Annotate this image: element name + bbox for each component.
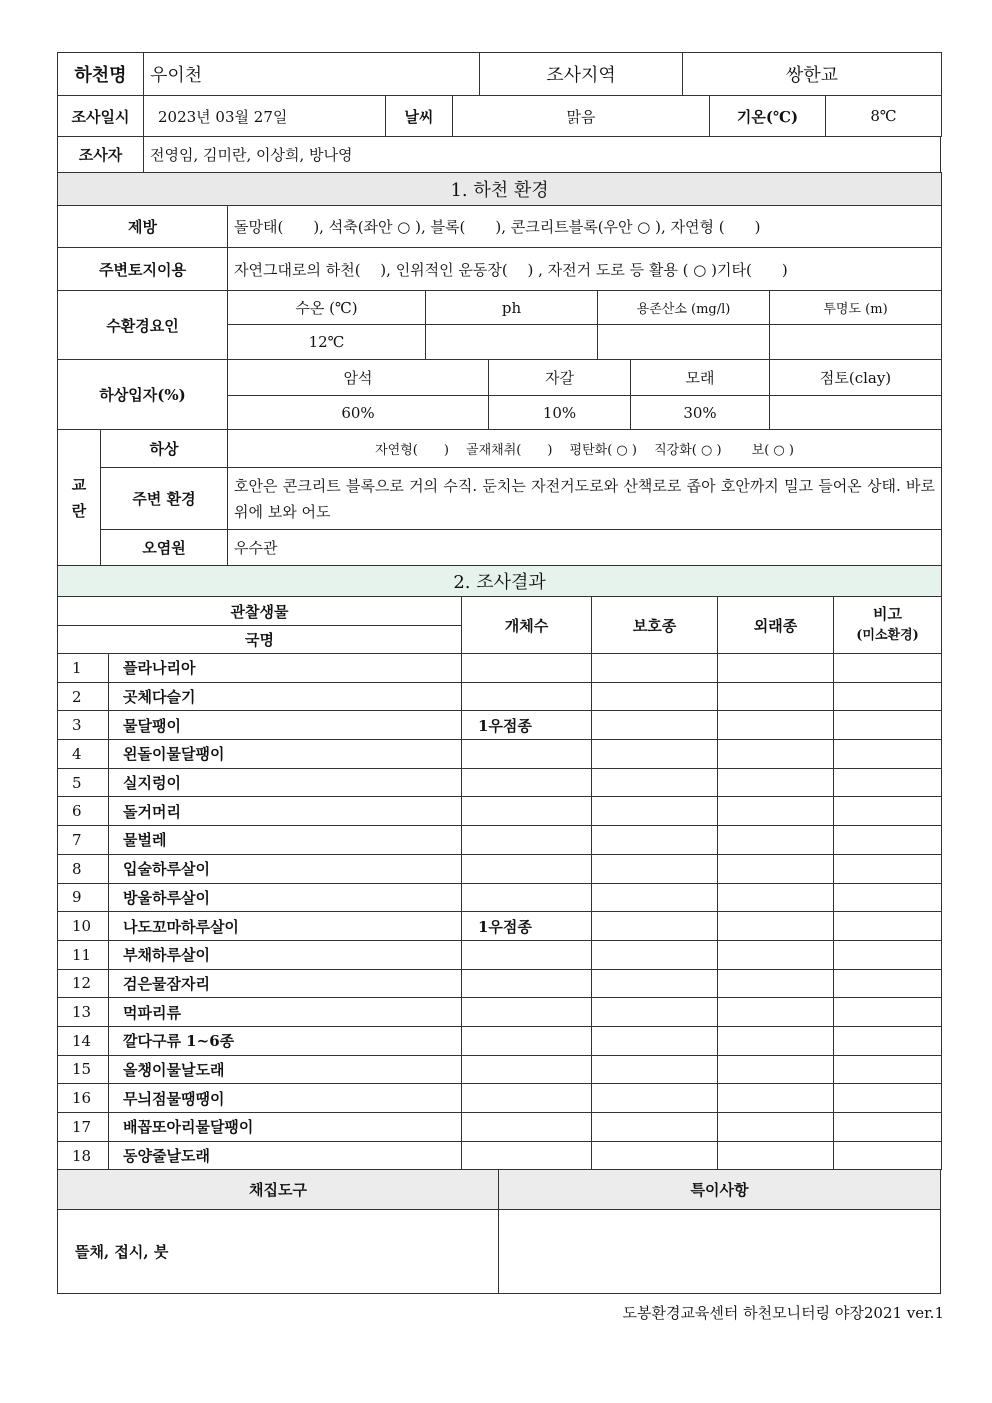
riverbed-value: 자연형( ) 골재채취( ) 평탄화( ○ ) 직강화( ○ ) 보( ○ ) bbox=[228, 430, 942, 468]
species-note bbox=[834, 797, 942, 826]
species-count bbox=[462, 1141, 592, 1170]
row-number: 4 bbox=[58, 740, 109, 769]
species-protected bbox=[592, 682, 718, 711]
row-number: 11 bbox=[58, 940, 109, 969]
species-protected bbox=[592, 654, 718, 683]
row-number: 3 bbox=[58, 711, 109, 740]
species-count bbox=[462, 740, 592, 769]
species-name: 물벌레 bbox=[109, 826, 462, 855]
pollution-label: 오염원 bbox=[101, 530, 228, 566]
species-foreign bbox=[718, 1084, 834, 1113]
species-foreign bbox=[718, 998, 834, 1027]
species-name: 먹파리류 bbox=[109, 998, 462, 1027]
col-organism: 관찰생물 bbox=[58, 597, 462, 626]
species-count bbox=[462, 1026, 592, 1055]
pollution-value: 우수관 bbox=[228, 530, 942, 566]
table-row bbox=[58, 998, 942, 1027]
species-name: 물달팽이 bbox=[109, 711, 462, 740]
water-value-temp: 12℃ bbox=[228, 325, 426, 360]
species-note bbox=[834, 912, 942, 941]
species-name: 올챙이물날도래 bbox=[109, 1055, 462, 1084]
species-name: 왼돌이물달팽이 bbox=[109, 740, 462, 769]
table-row bbox=[58, 740, 942, 769]
bed-header-sand: 모래 bbox=[631, 360, 770, 396]
species-protected bbox=[592, 826, 718, 855]
species-count bbox=[462, 1055, 592, 1084]
species-protected bbox=[592, 797, 718, 826]
riverbed-label: 하상 bbox=[101, 430, 228, 468]
weather-label: 날씨 bbox=[386, 96, 453, 137]
surround-label: 주변 환경 bbox=[101, 468, 228, 530]
species-foreign bbox=[718, 682, 834, 711]
table-row bbox=[58, 682, 942, 711]
row-number: 2 bbox=[58, 682, 109, 711]
region-value: 쌍한교 bbox=[683, 53, 942, 96]
species-count bbox=[462, 797, 592, 826]
table-row bbox=[58, 797, 942, 826]
results-section-title: 2. 조사결과 bbox=[58, 566, 942, 597]
species-foreign bbox=[718, 826, 834, 855]
species-foreign bbox=[718, 654, 834, 683]
col-note-sub: (미소환경) bbox=[856, 628, 919, 643]
row-number: 6 bbox=[58, 797, 109, 826]
species-note bbox=[834, 940, 942, 969]
row-number: 7 bbox=[58, 826, 109, 855]
species-count bbox=[462, 940, 592, 969]
bed-value-rock: 60% bbox=[228, 396, 489, 430]
species-count bbox=[462, 883, 592, 912]
bed-header-clay: 점토(clay) bbox=[770, 360, 942, 396]
species-foreign bbox=[718, 711, 834, 740]
env-section-title: 1. 하천 환경 bbox=[58, 173, 942, 206]
species-name: 깔다구류 1~6종 bbox=[109, 1026, 462, 1055]
species-count bbox=[462, 854, 592, 883]
species-count bbox=[462, 969, 592, 998]
landuse-label: 주변토지이용 bbox=[58, 248, 228, 291]
species-note bbox=[834, 682, 942, 711]
species-note bbox=[834, 998, 942, 1027]
bed-header-rock: 암석 bbox=[228, 360, 489, 396]
species-count bbox=[462, 682, 592, 711]
species-note bbox=[834, 654, 942, 683]
species-count bbox=[462, 1113, 592, 1142]
table-row bbox=[58, 654, 942, 683]
species-name: 나도꼬마하루살이 bbox=[109, 912, 462, 941]
date-label: 조사일시 bbox=[58, 96, 144, 137]
species-foreign bbox=[718, 1026, 834, 1055]
species-name: 곳체다슬기 bbox=[109, 682, 462, 711]
table-row bbox=[58, 1055, 942, 1084]
species-note bbox=[834, 711, 942, 740]
species-count bbox=[462, 1084, 592, 1113]
species-protected bbox=[592, 1084, 718, 1113]
species-note bbox=[834, 740, 942, 769]
water-header-ph: ph bbox=[426, 291, 598, 325]
footer-text: 도봉환경교육센터 하천모니터링 야장2021 ver.1 bbox=[622, 1304, 944, 1322]
landuse-value: 자연그대로의 하천( ), 인위적인 운동장( ) , 자전거 도로 등 활용 ( ○ )기타( ) bbox=[228, 248, 942, 291]
species-name: 플라나리아 bbox=[109, 654, 462, 683]
table-row bbox=[58, 711, 942, 740]
table-row bbox=[58, 912, 942, 941]
species-protected bbox=[592, 998, 718, 1027]
species-foreign bbox=[718, 740, 834, 769]
row-number: 9 bbox=[58, 883, 109, 912]
species-foreign bbox=[718, 1055, 834, 1084]
table-row bbox=[58, 883, 942, 912]
levee-value: 돌망태( ), 석축(좌안 ○ ), 블록( ), 콘크리트블록(우안 ○ ), 자연형 ( ) bbox=[228, 206, 942, 248]
species-foreign bbox=[718, 1113, 834, 1142]
water-value-do bbox=[598, 325, 770, 360]
row-number: 18 bbox=[58, 1141, 109, 1170]
row-number: 16 bbox=[58, 1084, 109, 1113]
species-name: 실지렁이 bbox=[109, 768, 462, 797]
species-name: 배꼽또아리물달팽이 bbox=[109, 1113, 462, 1142]
col-note-label: 비고 bbox=[873, 605, 903, 623]
table-row bbox=[58, 1084, 942, 1113]
species-note bbox=[834, 1055, 942, 1084]
species-note bbox=[834, 1113, 942, 1142]
row-number: 13 bbox=[58, 998, 109, 1027]
surveyor-value: 전영임, 김미란, 이상희, 방나영 bbox=[144, 137, 941, 173]
species-foreign bbox=[718, 912, 834, 941]
survey-sheet bbox=[57, 52, 941, 1294]
species-foreign bbox=[718, 768, 834, 797]
tools-label: 채집도구 bbox=[58, 1170, 499, 1210]
species-name: 입술하루살이 bbox=[109, 854, 462, 883]
water-value-transparency bbox=[770, 325, 942, 360]
species-count: 1우점종 bbox=[462, 711, 592, 740]
table-row bbox=[58, 854, 942, 883]
col-korname: 국명 bbox=[58, 626, 462, 654]
row-number: 1 bbox=[58, 654, 109, 683]
species-name: 검은물잠자리 bbox=[109, 969, 462, 998]
species-count bbox=[462, 654, 592, 683]
bed-value-gravel: 10% bbox=[489, 396, 631, 430]
species-foreign bbox=[718, 969, 834, 998]
water-header-transparency: 투명도 (m) bbox=[770, 291, 942, 325]
row-number: 14 bbox=[58, 1026, 109, 1055]
species-note bbox=[834, 826, 942, 855]
header-row-3 bbox=[57, 136, 941, 173]
species-foreign bbox=[718, 940, 834, 969]
species-protected bbox=[592, 740, 718, 769]
water-header-do: 용존산소 (mg/l) bbox=[598, 291, 770, 325]
row-number: 10 bbox=[58, 912, 109, 941]
row-number: 8 bbox=[58, 854, 109, 883]
species-name: 부채하루살이 bbox=[109, 940, 462, 969]
row-number: 5 bbox=[58, 768, 109, 797]
species-count bbox=[462, 998, 592, 1027]
species-protected bbox=[592, 711, 718, 740]
species-protected bbox=[592, 912, 718, 941]
species-note bbox=[834, 1141, 942, 1170]
species-foreign bbox=[718, 797, 834, 826]
table-row bbox=[58, 969, 942, 998]
species-count bbox=[462, 768, 592, 797]
river-label: 하천명 bbox=[58, 53, 144, 96]
bed-header-gravel: 자갈 bbox=[489, 360, 631, 396]
species-name: 동양줄날도래 bbox=[109, 1141, 462, 1170]
col-note bbox=[834, 597, 942, 654]
row-number: 12 bbox=[58, 969, 109, 998]
bed-value-clay bbox=[770, 396, 942, 430]
col-protected: 보호종 bbox=[592, 597, 718, 654]
header-row-2 bbox=[57, 95, 942, 137]
species-protected bbox=[592, 883, 718, 912]
bed-value-sand: 30% bbox=[631, 396, 770, 430]
bottom-table bbox=[57, 1169, 941, 1294]
species-protected bbox=[592, 1113, 718, 1142]
species-list bbox=[58, 654, 942, 1170]
temp-label: 기온(℃) bbox=[710, 96, 826, 137]
species-note bbox=[834, 1026, 942, 1055]
species-protected bbox=[592, 1055, 718, 1084]
species-protected bbox=[592, 969, 718, 998]
species-foreign bbox=[718, 854, 834, 883]
table-row bbox=[58, 768, 942, 797]
species-protected bbox=[592, 940, 718, 969]
species-note bbox=[834, 768, 942, 797]
tools-value: 뜰채, 접시, 붓 bbox=[58, 1210, 499, 1294]
surveyor-label: 조사자 bbox=[58, 137, 144, 173]
table-row bbox=[58, 940, 942, 969]
table-row bbox=[58, 1141, 942, 1170]
env-table bbox=[57, 172, 942, 566]
row-number: 15 bbox=[58, 1055, 109, 1084]
col-foreign: 외래종 bbox=[718, 597, 834, 654]
species-protected bbox=[592, 1026, 718, 1055]
species-count: 1우점종 bbox=[462, 912, 592, 941]
special-label: 특이사항 bbox=[499, 1170, 941, 1210]
species-note bbox=[834, 854, 942, 883]
river-value: 우이천 bbox=[144, 53, 480, 96]
species-name: 방울하루살이 bbox=[109, 883, 462, 912]
weather-value: 맑음 bbox=[453, 96, 710, 137]
species-name: 돌거머리 bbox=[109, 797, 462, 826]
table-row bbox=[58, 826, 942, 855]
row-number: 17 bbox=[58, 1113, 109, 1142]
surround-value: 호안은 콘크리트 블록으로 거의 수직. 둔치는 자전거도로와 산책로로 좁아 호안까지 밀고 들어온 상태. 바로 위에 보와 어도 bbox=[228, 468, 942, 530]
results-table bbox=[57, 565, 942, 1170]
species-name: 무늬점물땡땡이 bbox=[109, 1084, 462, 1113]
species-protected bbox=[592, 768, 718, 797]
disturb-label: 교란 bbox=[58, 430, 101, 566]
species-protected bbox=[592, 854, 718, 883]
species-foreign bbox=[718, 883, 834, 912]
levee-label: 제방 bbox=[58, 206, 228, 248]
table-row bbox=[58, 1026, 942, 1055]
species-foreign bbox=[718, 1141, 834, 1170]
species-count bbox=[462, 826, 592, 855]
special-value bbox=[499, 1210, 941, 1294]
header-row-1 bbox=[57, 52, 942, 96]
water-header-temp: 수온 (℃) bbox=[228, 291, 426, 325]
bed-label: 하상입자(%) bbox=[58, 360, 228, 430]
date-value: 2023년 03월 27일 bbox=[144, 96, 386, 137]
col-count: 개체수 bbox=[462, 597, 592, 654]
species-note bbox=[834, 969, 942, 998]
water-value-ph bbox=[426, 325, 598, 360]
temp-value: 8℃ bbox=[826, 96, 942, 137]
species-note bbox=[834, 883, 942, 912]
region-label: 조사지역 bbox=[480, 53, 683, 96]
water-label: 수환경요인 bbox=[58, 291, 228, 360]
species-protected bbox=[592, 1141, 718, 1170]
species-note bbox=[834, 1084, 942, 1113]
table-row bbox=[58, 1113, 942, 1142]
